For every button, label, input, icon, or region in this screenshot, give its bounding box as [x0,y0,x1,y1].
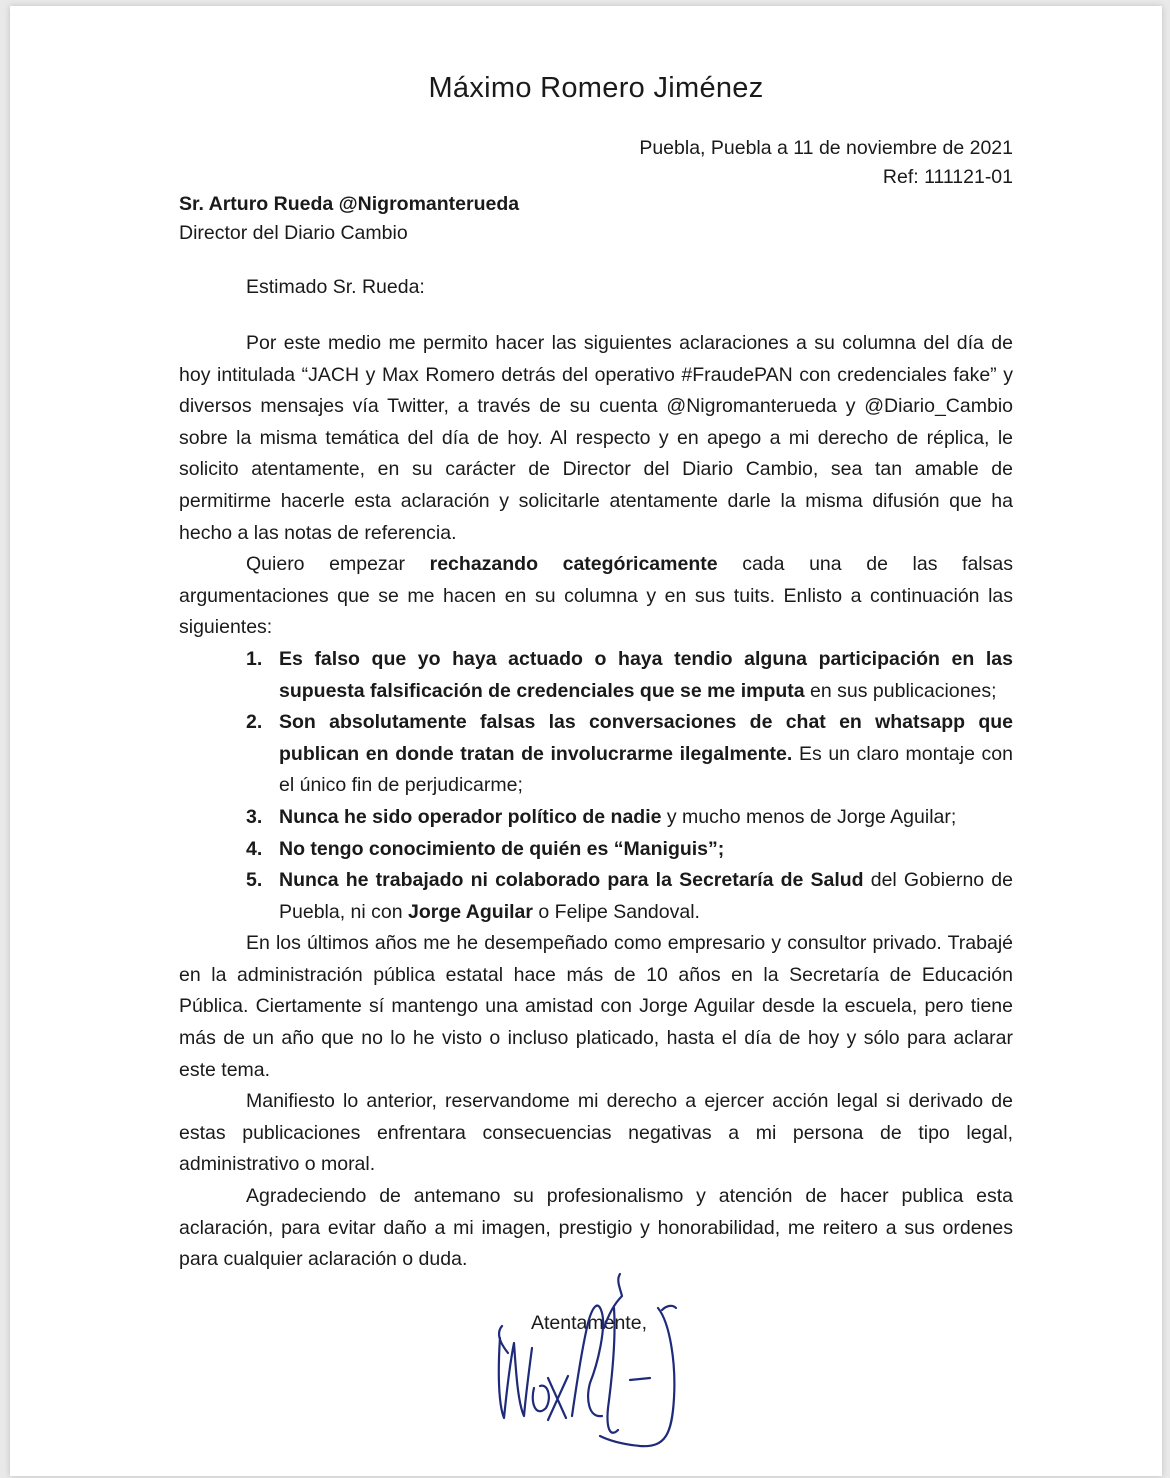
list-item-text: y mucho menos de Jorge Aguilar; [666,805,957,828]
letter-page [10,6,1162,1476]
list-item-bold: Nunca he trabajado ni colaborado para la Secretaría de Salud [279,869,864,892]
list-number: 1. [246,647,263,670]
place-date: Puebla, Puebla a 11 de noviembre de 2021 [639,137,1013,159]
paragraph-1: Por este medio me permito hacer las siguientes aclaraciones a su columna del día de hoy intitulada “JACH y Max Romero detrás del operativo #FraudePAN con credenciales fake” y diversos mensajes vía Twitter, a través de su cuenta @Nigromanterueda y @Diario_Cambio sobre la misma temática del día de hoy. Al respecto y en apego a mi derecho de réplica, le solicito atentamente, en su carácter de Director del Diario Cambio, sea tan amable de permitirme hacerle esta aclaración y solicitarle atentamente darle la misma difusión que ha hecho a las notas de referencia. [179,332,1013,544]
recipient-name: Sr. Arturo Rueda @Nigromanterueda [179,193,520,215]
list-number: 2. [246,711,263,734]
list-item-bold: Nunca he sido operador político de nadie [279,805,662,828]
paragraph-2-end: cada una de las falsas argumentaciones que se me hacen en su columna y en sus tuits. Enlisto a continuación las siguientes: [179,553,1013,639]
list-item-text-2: o Felipe Sandoval. [538,900,700,923]
paragraph-2 [179,549,1013,644]
paragraph-5: Agradeciendo de antemano su profesionalismo y atención de hacer publica esta aclaración, para evitar daño a mi imagen, prestigio y honorabilidad, me reitero a sus ordenes para cualquier aclaración o duda. [179,1185,1013,1271]
list-item [179,865,1013,928]
list-item [179,834,1013,866]
list-item [179,802,1013,834]
body-text [179,328,1013,1276]
paragraph-3: En los últimos años me he desempeñado como empresario y consultor privado. Trabajé en la administración pública estatal hace más de 10 años en la Secretaría de Educación Pública. Ciertamente sí mantengo una amistad con Jorge Aguilar desde la escuela, pero tiene más de un año que no lo he visto o incluso platicado, hasta el día de hoy y sólo para aclarar este tema. [179,932,1013,1081]
list-item-bold: Es falso que yo haya actuado o haya tendio alguna participación en las supuesta falsificación de credenciales que se me imputa [279,647,1013,702]
list-item-bold: Son absolutamente falsas las conversaciones de chat en whatsapp que publican en donde tratan de involucrarme ilegalmente. [279,711,1013,765]
list-item-bold-2: Jorge Aguilar [408,900,533,923]
list-item-text: Es un claro montaje con el único fin de perjudicarme; [279,742,1014,797]
clarifications-list [179,644,1013,928]
reference-number: Ref: 111121-01 [882,166,1013,188]
list-item-text: en sus publicaciones; [810,679,997,702]
list-item-bold: No tengo conocimiento de quién es “Maniguis”; [279,837,725,860]
list-item-text: del Gobierno de Puebla, ni con [279,869,1013,923]
recipient-title: Director del Diario Cambio [179,222,408,244]
list-number: 3. [246,805,263,828]
recipient-block [179,190,519,248]
author-name: Máximo Romero Jiménez [428,72,764,104]
letter-header-right [639,134,1013,192]
list-item [179,707,1013,802]
list-item [179,644,1013,707]
list-number: 5. [246,869,263,892]
list-number: 4. [246,837,263,860]
signature-icon [490,1268,730,1468]
paragraph-4: Manifiesto lo anterior, reservandome mi derecho a ejercer acción legal si derivado de estas publicaciones enfrentara consecuencias negativas a mi persona de tipo legal, administrativo o moral. [179,1090,1013,1176]
paragraph-2-bold: rechazando categóricamente [429,553,718,576]
closing: Atentamente, [531,1312,647,1334]
salutation: Estimado Sr. Rueda: [246,276,425,298]
paragraph-2-start: Quiero empezar [246,553,406,576]
